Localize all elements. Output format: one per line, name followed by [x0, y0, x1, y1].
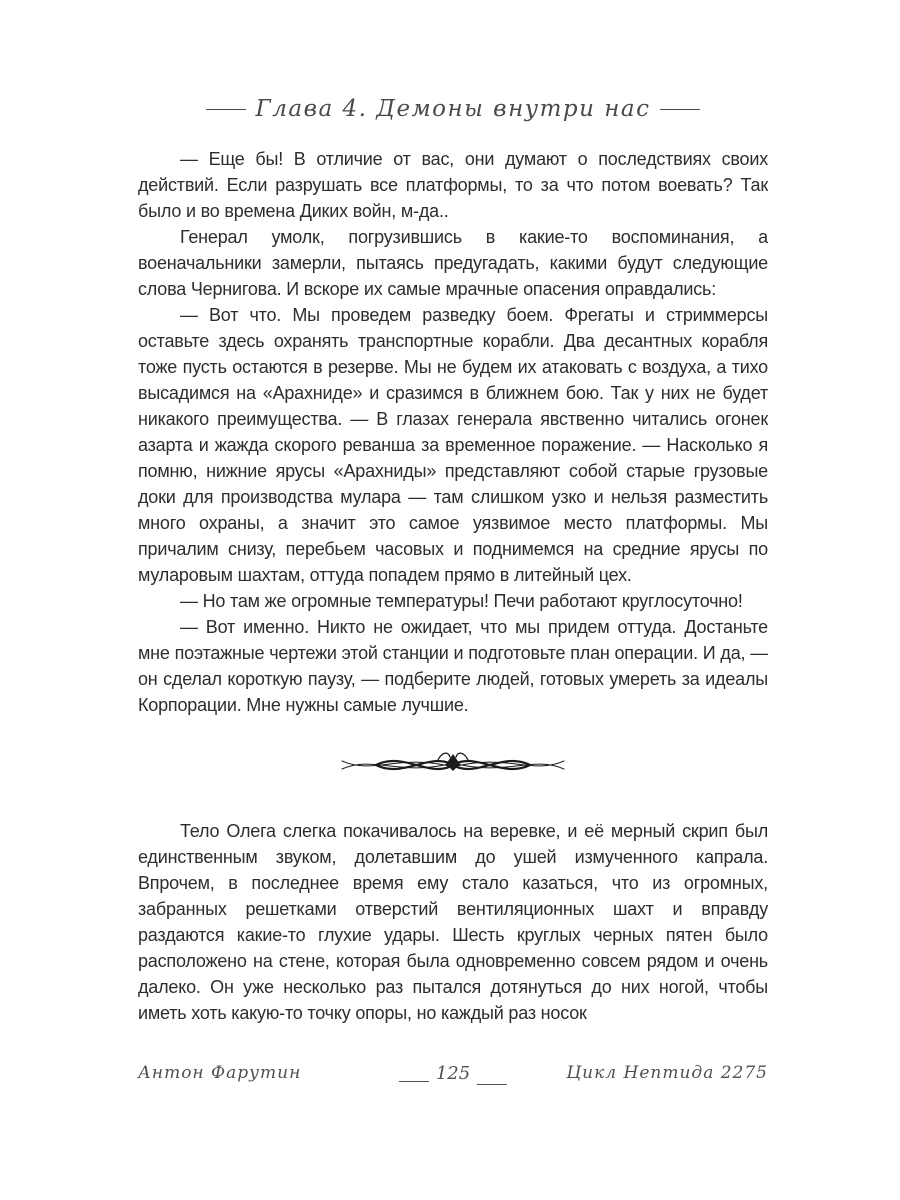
footer-author: Антон Фарутин	[138, 1063, 302, 1083]
header-right-dash	[660, 109, 700, 110]
page-body	[138, 146, 768, 1060]
page-number-left-dash	[399, 1081, 429, 1082]
chapter-header	[138, 96, 768, 122]
paragraph: — Еще бы! В отличие от вас, они думают о последствиях своих действий. Если разрушать все платформы, то за что потом воевать? Так было и во времена Диких войн, м-да..	[138, 149, 768, 221]
header-left-dash	[206, 109, 246, 110]
section-divider	[138, 744, 768, 792]
chapter-title: Глава 4. Демоны внутри нас	[255, 96, 651, 122]
page-footer	[138, 1060, 768, 1090]
paragraph: Генерал умолк, погрузившись в какие-то воспоминания, а военачальники замерли, пытаясь предугадать, какими будут следующие слова Чернигова. И вскоре их самые мрачные опасения оправдались:	[138, 227, 768, 299]
paragraph: — Вот что. Мы проведем разведку боем. Фрегаты и стриммерсы оставьте здесь охранять транспортные корабли. Два десантных корабля тоже пусть остаются в резерве. Мы не будем их атаковать с воздуха, а тихо высадимся на «Арахниде» и сразимся в ближнем бою. Так у них не будет никакого преимущества. — В глазах генерала явственно читались огонек азарта и жажда скорого реванша за временное поражение. — Насколько я помню, нижние ярусы «Арахниды» представляют собой старые грузовые доки для производства мулара — там слишком узко и нельзя разместить много охраны, а значит это самое уязвимое место платформы. Мы причалим снизу, перебьем часовых и поднимемся на средние ярусы по муларовым шахтам, оттуда попадем прямо в литейный цех.	[138, 305, 768, 585]
footer-series: Цикл Нептида 2275	[566, 1063, 768, 1083]
footer-page-number-group	[392, 1063, 514, 1084]
page-number: 125	[435, 1063, 471, 1084]
tribal-flourish-icon	[338, 743, 568, 794]
paragraph: — Но там же огромные температуры! Печи работают круглосуточно!	[180, 591, 743, 611]
page-number-right-dash	[477, 1084, 507, 1085]
paragraph: — Вот именно. Никто не ожидает, что мы придем оттуда. Достаньте мне поэтажные чертежи этой станции и подготовьте план операции. И да, — он сделал короткую паузу, — подберите людей, готовых умереть за идеалы Корпорации. Мне нужны самые лучшие.	[138, 617, 768, 715]
paragraph: Тело Олега слегка покачивалось на веревке, и её мерный скрип был единственным звуком, долетавшим до ушей измученного капрала. Впрочем, в последнее время ему стало казаться, что из огромных, забранных решетками отверстий вентиляционных шахт и вправду раздаются какие-то глухие удары. Шесть круглых черных пятен было расположено на стене, которая была одновременно совсем рядом и очень далеко. Он уже несколько раз пытался дотянуться до них ногой, чтобы иметь хоть какую-то точку опоры, но каждый раз носок	[138, 821, 768, 1023]
